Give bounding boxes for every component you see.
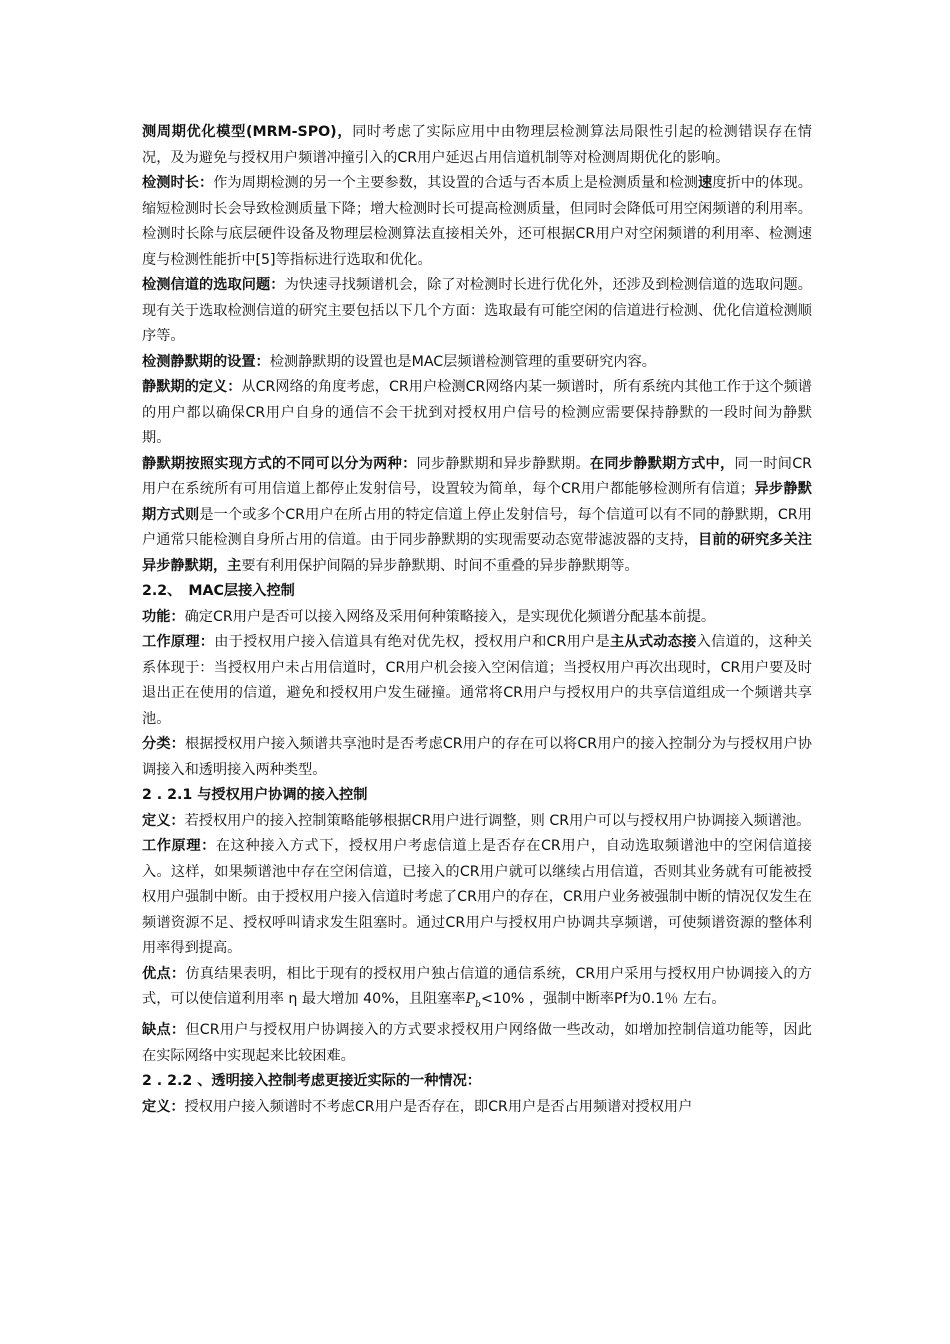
bold-term: 静默期按照实现方式的不同可以分为两种： <box>142 455 417 472</box>
bold-term: 主从式动态接 <box>609 634 697 650</box>
text-run: 作为周期检测的另一个主要参数，其设置的合适与否本质上是检测质量和检测 <box>213 175 698 191</box>
bold-term: 工作原理： <box>142 838 216 854</box>
bold-term: 2 . 2.1 与授权用户协调的接入控制 <box>142 787 368 803</box>
text-run: 同一时间CR用户在系统所有可用信道上都停止发射信号，设置较为简单，每个CR用户都能够检测所有信道； <box>142 455 812 497</box>
section-heading <box>142 783 812 809</box>
math-symbol: $P_b$ <box>465 991 481 1010</box>
paragraph <box>142 273 812 350</box>
bold-term: 定义： <box>142 812 185 829</box>
text-run: 同步静默期和异步静默期。 <box>416 455 590 472</box>
bold-term: 检测信道的选取问题： <box>142 277 285 293</box>
bold-term: 工作原理： <box>142 634 215 650</box>
bold-term: 静默期的定义： <box>142 379 242 395</box>
text-run: 是一个或多个CR用户在所占用的特定信道上停止发射信号，每个信道可以有不同的静默期，CR用户通常只能检测自身所占用的信道。由于同步静默期的实现需要动态宽带滤波器的支持， <box>142 506 812 548</box>
text-run: 检测静默期的设置也是MAC层频谱检测管理的重要研究内容。 <box>269 353 656 370</box>
bold-term: 异步静默期方式则 <box>142 481 812 523</box>
paragraph <box>142 1018 812 1069</box>
bold-term: 检测静默期的设置： <box>142 353 270 370</box>
paragraph <box>142 605 812 631</box>
bold-term: 2 . 2.2 、透明接入控制考虑更接近实际的一种情况： <box>142 1073 481 1090</box>
bold-term: 功能： <box>142 608 185 625</box>
text-run: 为快速寻找频谱机会，除了对检测时长进行优化外，还涉及到检测信道的选取问题。现有关于选取检测信道的研究主要包括以下几个方面：选取最有可能空闲的信道进行检测、优化信道检测顺序等。 <box>142 277 812 344</box>
bold-term: 速 <box>697 175 713 191</box>
text-run: 同时考虑了实际应用中由物理层检测算法局限性引起的检测错误存在情况，及为避免与授权用户频谱冲撞引入的CR用户延迟占用信道机制等对检测周期优化的影响。 <box>142 124 812 166</box>
text-run: 要有利用保护间隔的异步静默期、时间不重叠的异步静默期等。 <box>241 557 639 574</box>
text-run: 在这种接入方式下，授权用户考虑信道上是否存在CR用户，自动选取频谱池中的空闲信道接入。这样，如果频谱池中存在空闲信道，已接入的CR用户就可以继续占用信道，否则其业务就有可能被授权用户强制中断。由于授权用户接入信道时考虑了CR用户的存在，CR用户业务被强制中断的情况仅发生在频谱资源不足、授权呼叫请求发生阻塞时。通过CR用户与授权用户协调共享频谱，可使频谱资源的整体利用率得到提高。 <box>142 838 812 956</box>
text-run: 但CR用户与授权用户协调接入的方式要求授权用户网络做一些改动，如增加控制信道功能等，因此在实际网络中实现起来比较困难。 <box>142 1022 812 1064</box>
text-run: <10% ，强制中断率Pf为0.1％ 左右。 <box>480 991 726 1007</box>
text-run: 仿真结果表明，相比于现有的授权用户独占信道的通信系统，CR用户采用与授权用户协调接入的方式，可以使信道利用率 η 最大增加 40%，且阻塞率 <box>142 965 812 1007</box>
bold-term: 缺点： <box>142 1022 186 1039</box>
bold-term: 2.2、 MAC层接入控制 <box>142 583 295 599</box>
text-run: 确定CR用户是否可以接入网络及采用何种策略接入，是实现优化频谱分配基本前提。 <box>184 608 716 625</box>
paragraph <box>142 171 812 273</box>
paragraph <box>142 375 812 452</box>
bold-term: 分类： <box>142 736 185 752</box>
paragraph <box>142 809 812 835</box>
paragraph <box>142 1095 812 1121</box>
text-run: 若授权用户的接入控制策略能够根据CR用户进行调整，则 CR用户可以与授权用户协调接入频谱池。 <box>184 812 811 829</box>
text-run: 根据授权用户接入频谱共享池时是否考虑CR用户的存在可以将CR用户的接入控制分为与授权用户协调接入和透明接入两种类型。 <box>142 736 812 778</box>
bold-term: 目前的研究多关注异步静默期，主 <box>142 532 812 574</box>
paragraph <box>142 962 812 1019</box>
paragraph <box>142 834 812 962</box>
document-page <box>142 120 812 1120</box>
bold-term: 定义： <box>142 1098 185 1115</box>
bold-term: 在同步静默期方式中， <box>589 455 735 472</box>
text-run: 由于授权用户接入信道具有绝对优先权，授权用户和CR用户是 <box>214 634 610 650</box>
paragraph <box>142 350 812 376</box>
bold-term: 优点： <box>142 965 186 982</box>
paragraph <box>142 630 812 732</box>
bold-term: 测周期优化模型(MRM-SPO)， <box>142 124 353 140</box>
paragraph <box>142 732 812 783</box>
paragraph <box>142 452 812 580</box>
section-heading <box>142 579 812 605</box>
text-run: 度折中的体现。缩短检测时长会导致检测质量下降；增大检测时长可提高检测质量，但同时会降低可用空闲频谱的利用率。检测时长除与底层硬件设备及物理层检测算法直接相关外，还可根据CR用户对空闲频谱的利用率、检测速度与检测性能折中[5]等指标进行选取和优化。 <box>142 175 812 268</box>
text-run: 入信道的，这种关系体现于：当授权用户未占用信道时，CR用户机会接入空闲信道；当授权用户再次出现时，CR用户要及时退出正在使用的信道，避免和授权用户发生碰撞。通常将CR用户与授权用户的共享信道组成一个频谱共享池。 <box>142 634 812 727</box>
section-heading <box>142 1069 812 1095</box>
text-run: 授权用户接入频谱时不考虑CR用户是否存在，即CR用户是否占用频谱对授权用户 <box>184 1098 693 1115</box>
paragraph <box>142 120 812 171</box>
bold-term: 检测时长： <box>142 175 214 191</box>
text-run: 从CR网络的角度考虑，CR用户检测CR网络内某一频谱时，所有系统内其他工作于这个频谱的用户都以确保CR用户自身的通信不会干扰到对授权用户信号的检测应需要保持静默的一段时间为静默期。 <box>142 379 812 446</box>
